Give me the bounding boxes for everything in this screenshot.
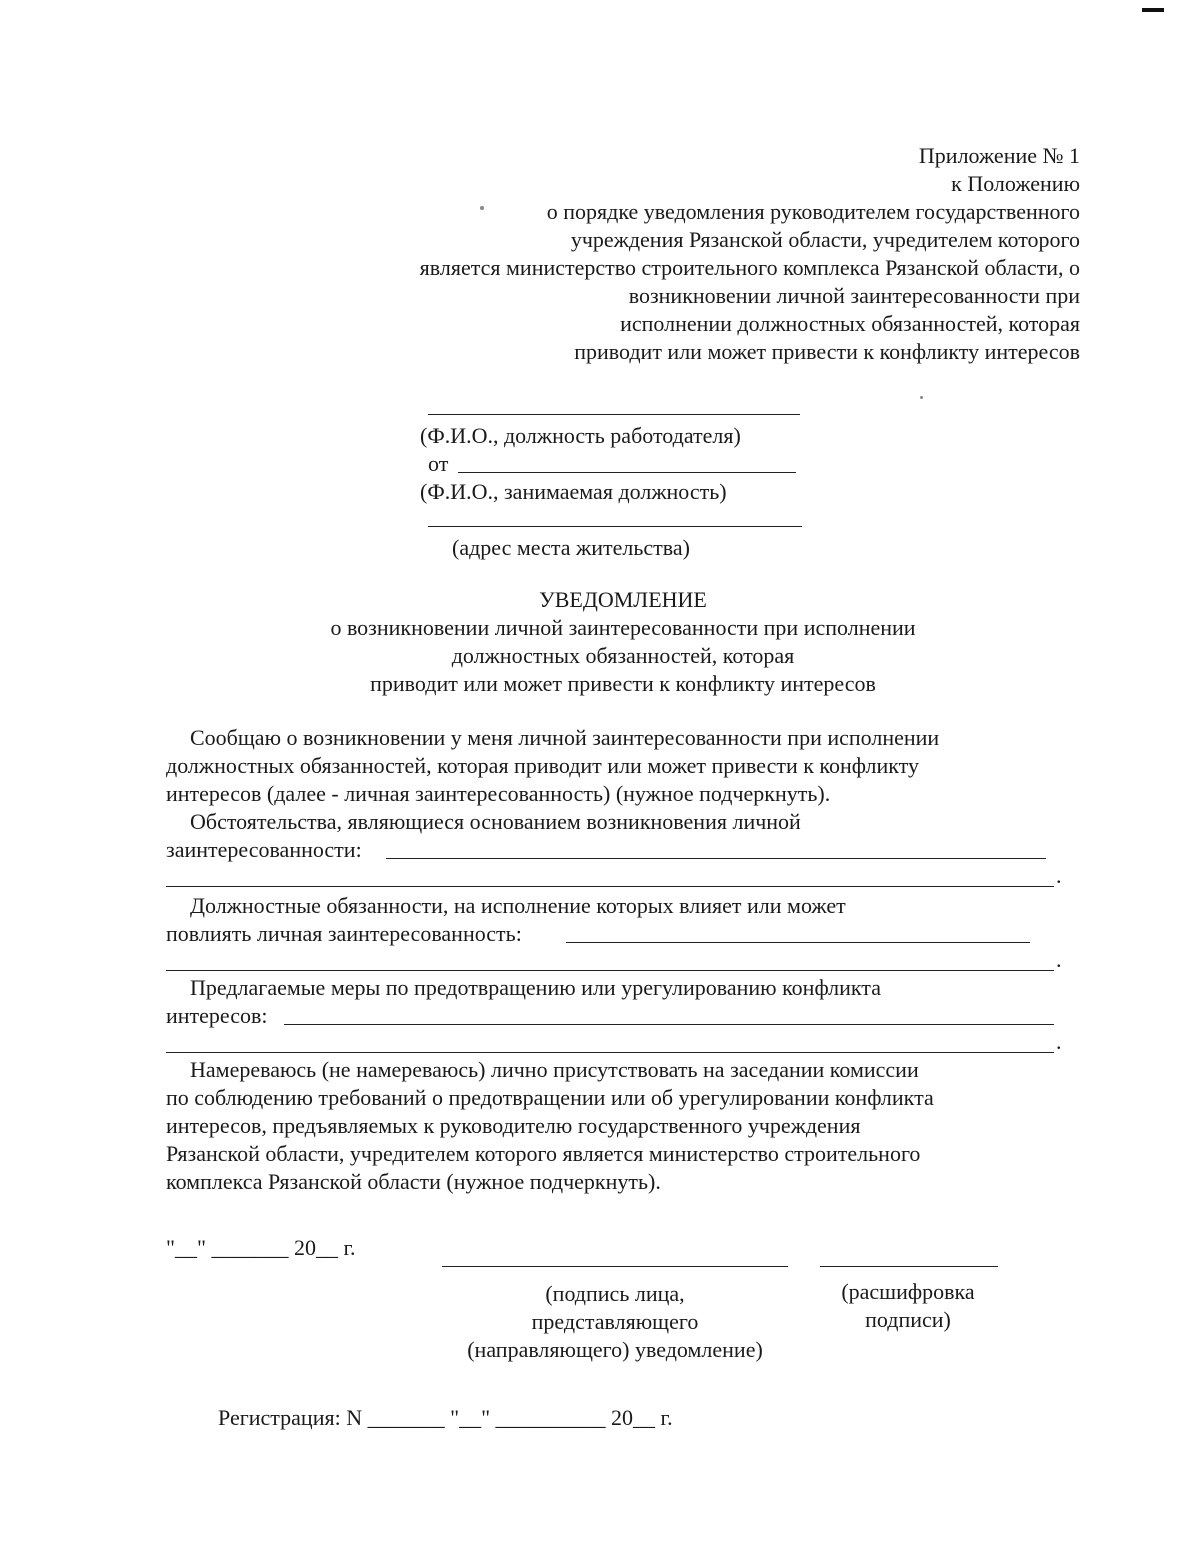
body-text-line: повлиять личная заинтересованность: — [166, 921, 522, 946]
appendix-line: исполнении должностных обязанностей, которая — [620, 311, 1080, 336]
signature-blank-line — [442, 1266, 788, 1267]
measures-blank-line — [166, 1052, 1054, 1053]
appendix-line: о порядке уведомления руководителем государственного — [546, 199, 1080, 224]
body-text-line: Намереваюсь (не намереваюсь) лично присутствовать на заседании комиссии — [190, 1057, 919, 1082]
notice-subtitle-line: приводит или может привести к конфликту интересов — [370, 671, 876, 696]
notice-subtitle-line: о возникновении личной заинтересованности при исполнении — [330, 615, 916, 640]
notice-heading: УВЕДОМЛЕНИЕ — [539, 587, 707, 612]
scan-speck — [920, 396, 923, 399]
line-period: . — [1056, 947, 1062, 972]
signature-caption: представляющего — [531, 1309, 699, 1334]
body-text-line: Сообщаю о возникновении у меня личной заинтересованности при исполнении — [190, 725, 940, 750]
decode-caption: подписи) — [865, 1307, 951, 1332]
body-text-line: интересов (далее - личная заинтересованность) (нужное подчеркнуть). — [166, 781, 831, 806]
registration-line: Регистрация: N _______ "__" __________ 20__ г. — [218, 1405, 673, 1430]
measures-blank-line — [284, 1024, 1054, 1025]
employer-caption: (Ф.И.О., должность работодателя) — [420, 423, 741, 448]
appendix-line: учреждения Рязанской области, учредителем которого — [570, 227, 1080, 252]
employee-caption: (Ф.И.О., занимаемая должность) — [420, 479, 727, 504]
appendix-line: приводит или может привести к конфликту интересов — [574, 339, 1080, 364]
body-text-line: должностных обязанностей, которая приводит или может привести к конфликту — [166, 753, 919, 778]
appendix-line: является министерство строительного комплекса Рязанской области, о — [419, 255, 1080, 280]
decode-caption: (расшифровка — [841, 1279, 975, 1304]
signature-caption: (направляющего) уведомление) — [467, 1337, 763, 1362]
duties-blank-line — [566, 942, 1030, 943]
from-blank-line — [458, 472, 796, 473]
employer-blank-line — [428, 414, 800, 415]
body-text-line: интересов, предъявляемых к руководителю государственного учреждения — [166, 1113, 861, 1138]
date-field: "__" _______ 20__ г. — [166, 1235, 356, 1260]
scan-mark — [1142, 8, 1164, 12]
body-text-line: интересов: — [166, 1003, 268, 1028]
appendix-line: к Положению — [951, 171, 1080, 196]
address-blank-line — [428, 526, 802, 527]
body-text-line: Должностные обязанности, на исполнение которых влияет или может — [190, 893, 846, 918]
duties-blank-line — [166, 970, 1054, 971]
line-period: . — [1056, 863, 1062, 888]
notice-subtitle-line: должностных обязанностей, которая — [451, 643, 795, 668]
body-text-line: Рязанской области, учредителем которого является министерство строительного — [166, 1141, 921, 1166]
address-caption: (адрес места жительства) — [452, 535, 690, 560]
signature-caption: (подпись лица, — [545, 1281, 685, 1306]
body-text-line: Предлагаемые меры по предотвращению или урегулированию конфликта — [190, 975, 881, 1000]
body-text-line: комплекса Рязанской области (нужное подчеркнуть). — [166, 1169, 661, 1194]
signature-decode-blank-line — [820, 1266, 998, 1267]
body-text-line: заинтересованности: — [166, 837, 362, 862]
circumstances-blank-line — [386, 858, 1046, 859]
line-period: . — [1056, 1029, 1062, 1054]
circumstances-blank-line — [166, 886, 1054, 887]
scan-speck — [480, 206, 484, 210]
body-text-line: по соблюдению требований о предотвращении или об урегулировании конфликта — [166, 1085, 934, 1110]
appendix-line: Приложение № 1 — [918, 143, 1080, 168]
appendix-line: возникновении личной заинтересованности при — [628, 283, 1080, 308]
from-label: от — [428, 451, 449, 476]
body-text-line: Обстоятельства, являющиеся основанием возникновения личной — [190, 809, 801, 834]
